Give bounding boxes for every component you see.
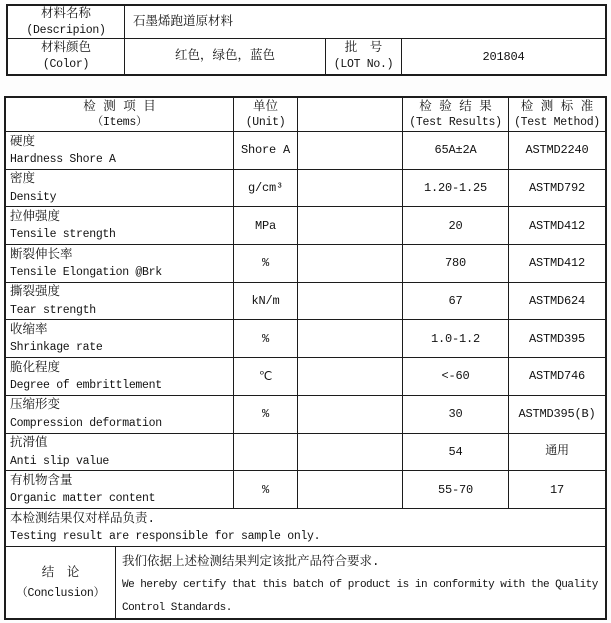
header-method-en: (Test Method) bbox=[514, 115, 600, 129]
conclusion-text-cell bbox=[116, 547, 605, 620]
conclusion-text-en-line2: Control Standards. bbox=[122, 601, 232, 614]
item-name-en: Tensile strength bbox=[10, 228, 116, 242]
material-color-value: 红色，绿色，蓝色 bbox=[174, 49, 275, 63]
table-row-embrittlement bbox=[6, 358, 605, 396]
item-name-en: Compression deformation bbox=[10, 416, 162, 430]
header-results-en: (Test Results) bbox=[409, 115, 502, 129]
method-value: ASTMD412 bbox=[528, 256, 585, 271]
unit-value: ℃ bbox=[234, 358, 298, 395]
result-value: 55-70 bbox=[403, 471, 509, 508]
method-value: ASTMD2240 bbox=[525, 143, 589, 158]
disclaimer-en: Testing result are responsible for sample only. bbox=[10, 530, 321, 544]
item-name-en: Degree of embrittlement bbox=[10, 379, 162, 393]
header-method-cell bbox=[509, 98, 605, 131]
blank-cell bbox=[298, 358, 403, 395]
result-value: 1.20-1.25 bbox=[403, 170, 509, 207]
table-row-shrinkage bbox=[6, 320, 605, 358]
item-name-zh: 抗滑值 bbox=[10, 436, 48, 451]
lot-label-en: (LOT No.) bbox=[333, 58, 394, 71]
result-value: 20 bbox=[403, 207, 509, 244]
item-name-zh: 密度 bbox=[10, 172, 36, 187]
material-name-label-cell bbox=[8, 6, 125, 39]
unit-value: Shore A bbox=[234, 132, 298, 169]
item-cell bbox=[6, 396, 234, 433]
header-results-cell bbox=[403, 98, 509, 131]
item-name-zh: 收缩率 bbox=[10, 323, 48, 338]
blank-cell bbox=[298, 207, 403, 244]
item-name-en: Shrinkage rate bbox=[10, 341, 103, 355]
method-value: ASTMD412 bbox=[528, 218, 585, 233]
material-color-label-en: (Color) bbox=[42, 58, 90, 71]
unit-value: g/cm³ bbox=[234, 170, 298, 207]
table-row-tensile-strength bbox=[6, 207, 605, 245]
conclusion-row bbox=[6, 547, 605, 620]
lot-value-cell bbox=[402, 39, 605, 74]
item-name-zh: 硬度 bbox=[10, 134, 36, 149]
material-name-label-en: (Descripion) bbox=[26, 23, 106, 37]
item-cell bbox=[6, 170, 234, 207]
test-results-table bbox=[4, 96, 607, 620]
item-name-en: Organic matter content bbox=[10, 492, 156, 506]
unit-value: % bbox=[234, 245, 298, 282]
item-name-en: Tensile Elongation @Brk bbox=[10, 266, 162, 280]
item-name-zh: 撕裂强度 bbox=[10, 285, 61, 300]
blank-cell bbox=[298, 245, 403, 282]
table-row-compression bbox=[6, 396, 605, 434]
header-results-zh: 检 验 结 果 bbox=[419, 99, 492, 114]
conclusion-label-cell bbox=[6, 547, 116, 620]
result-value: <-60 bbox=[403, 358, 509, 395]
item-name-en: Anti slip value bbox=[10, 454, 110, 468]
result-value: 30 bbox=[403, 396, 509, 433]
unit-value: MPa bbox=[234, 207, 298, 244]
table-row-elongation bbox=[6, 245, 605, 283]
header-unit-en: (Unit) bbox=[245, 115, 286, 129]
material-color-label-zh: 材料颜色 bbox=[40, 41, 91, 55]
method-value: ASTMD624 bbox=[528, 294, 585, 309]
material-color-value-cell bbox=[125, 39, 326, 74]
item-cell bbox=[6, 358, 234, 395]
header-items-cell bbox=[6, 98, 234, 131]
unit-value: kN/m bbox=[234, 283, 298, 320]
header-unit-zh: 单位 bbox=[252, 99, 278, 114]
item-cell bbox=[6, 245, 234, 282]
header-unit-cell bbox=[234, 98, 298, 131]
item-name-zh: 脆化程度 bbox=[10, 360, 61, 375]
header-method-zh: 检 测 标 准 bbox=[520, 99, 594, 114]
blank-cell bbox=[298, 320, 403, 357]
item-cell bbox=[6, 132, 234, 169]
disclaimer-zh: 本检测结果仅对样品负责. bbox=[10, 511, 156, 526]
unit-value bbox=[234, 434, 298, 471]
header-blank-cell bbox=[298, 98, 403, 131]
blank-cell bbox=[298, 396, 403, 433]
table-row-tear-strength bbox=[6, 283, 605, 321]
method-value: ASTMD792 bbox=[528, 181, 585, 196]
blank-cell bbox=[298, 434, 403, 471]
table-row-density bbox=[6, 170, 605, 208]
unit-value: % bbox=[234, 471, 298, 508]
blank-cell bbox=[298, 471, 403, 508]
method-value: ASTMD746 bbox=[528, 369, 585, 384]
item-name-zh: 断裂伸长率 bbox=[10, 247, 73, 262]
table-header-row bbox=[6, 98, 605, 132]
conclusion-text-en-line1: We hereby certify that this batch of product is in conformity with the Quality bbox=[122, 578, 598, 591]
result-value: 1.0-1.2 bbox=[403, 320, 509, 357]
item-cell bbox=[6, 471, 234, 508]
conclusion-text-zh: 我们依据上述检测结果判定该批产品符合要求. bbox=[122, 554, 380, 569]
item-name-zh: 拉伸强度 bbox=[10, 210, 61, 225]
method-value: ASTMD395 bbox=[528, 331, 585, 346]
result-value: 67 bbox=[403, 283, 509, 320]
header-items-zh: 检 测 项 目 bbox=[83, 99, 156, 114]
item-name-zh: 压缩形变 bbox=[10, 398, 61, 413]
lot-label-zh: 批 号 bbox=[344, 41, 383, 55]
item-name-en: Density bbox=[10, 190, 57, 204]
material-name-label-zh: 材料名称 bbox=[40, 6, 91, 21]
lot-value: 201804 bbox=[482, 49, 525, 64]
table-row-anti-slip bbox=[6, 434, 605, 472]
item-cell bbox=[6, 207, 234, 244]
material-info-table bbox=[6, 4, 607, 76]
header-items-en: （Items） bbox=[91, 115, 148, 129]
item-cell bbox=[6, 434, 234, 471]
item-name-en: Hardness Shore A bbox=[10, 153, 116, 167]
lot-label-cell bbox=[326, 39, 402, 74]
conclusion-label-en: （Conclusion） bbox=[16, 586, 105, 600]
conclusion-label-zh: 结 论 bbox=[41, 565, 80, 580]
method-value: 通用 bbox=[545, 444, 569, 459]
result-value: 54 bbox=[403, 434, 509, 471]
blank-cell bbox=[298, 132, 403, 169]
table-row-organic-content bbox=[6, 471, 605, 509]
method-value: 17 bbox=[549, 482, 564, 497]
result-value: 780 bbox=[403, 245, 509, 282]
result-value: 65A±2A bbox=[403, 132, 509, 169]
material-color-label-cell bbox=[8, 39, 125, 74]
item-name-zh: 有机物含量 bbox=[10, 473, 73, 488]
item-cell bbox=[6, 320, 234, 357]
disclaimer-row bbox=[6, 509, 605, 547]
blank-cell bbox=[298, 283, 403, 320]
table-row-hardness bbox=[6, 132, 605, 170]
blank-cell bbox=[298, 170, 403, 207]
unit-value: % bbox=[234, 320, 298, 357]
material-name-value: 石墨烯跑道原材料 bbox=[133, 14, 234, 29]
material-name-value-cell bbox=[125, 6, 605, 39]
unit-value: % bbox=[234, 396, 298, 433]
method-value: ASTMD395(B) bbox=[518, 407, 596, 422]
item-name-en: Tear strength bbox=[10, 303, 96, 317]
item-cell bbox=[6, 283, 234, 320]
